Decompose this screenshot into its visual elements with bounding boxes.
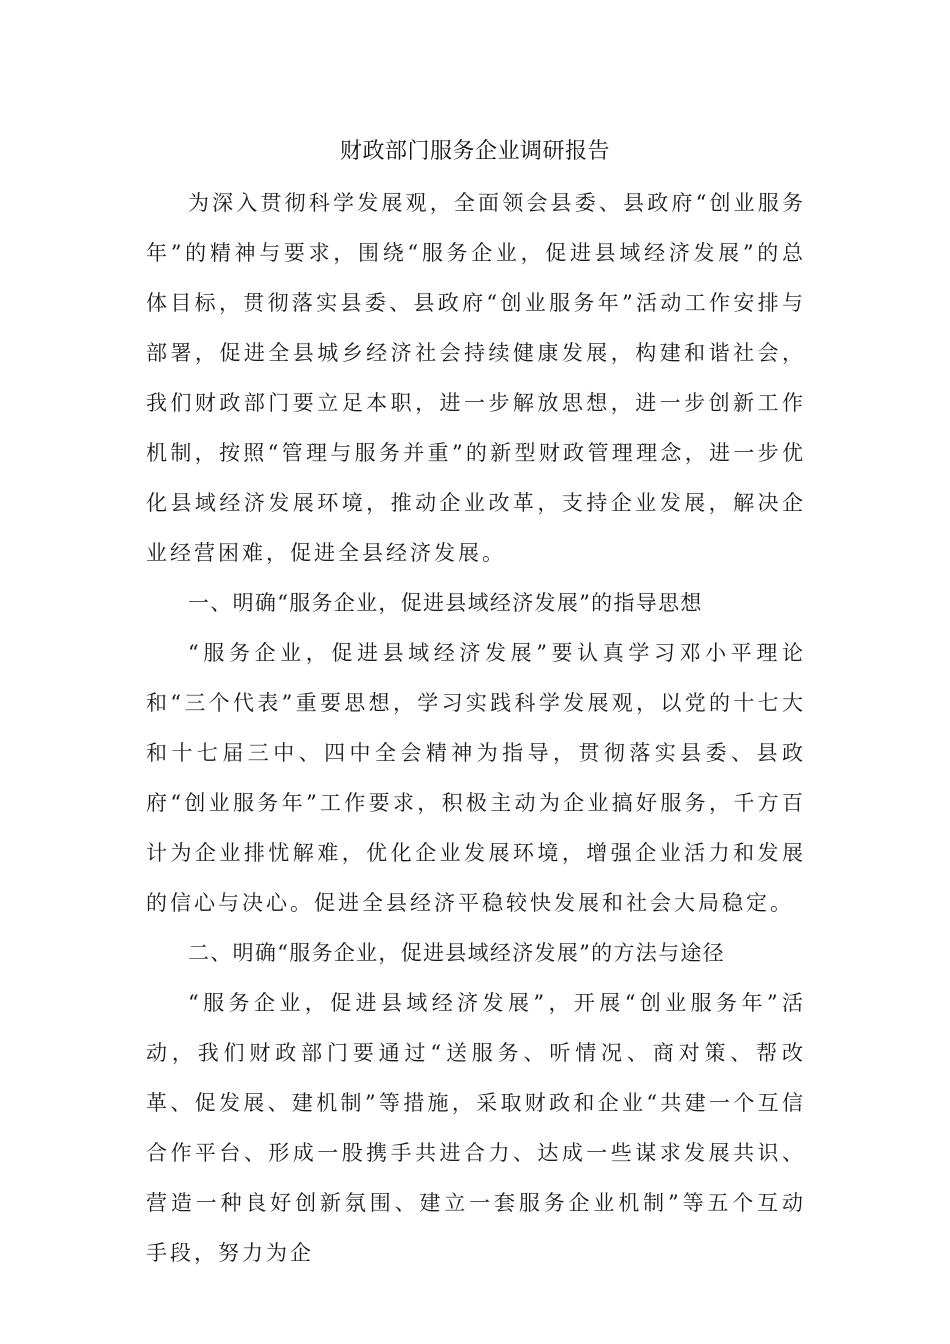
document-title: 财政部门服务企业调研报告 [339, 139, 610, 164]
paragraph-methods: “服务企业，促进县域经济发展”，开展“创业服务年”活动，我们财政部门要通过“送服务、听情况、商对策、帮改革、促发展、建机制”等措施，采取财政和企业“共建一个互信合作平台、形成一股携手共进合力、达成一些谋求发展共识、营造一种良好创新氛围、建立一套服务企业机制”等五个互动手段，努力为企 [146, 991, 806, 1265]
paragraph-intro: 为深入贯彻科学发展观，全面领会县委、县政府“创业服务年”的精神与要求，围绕“服务企业，促进县域经济发展”的总体目标，贯彻落实县委、县政府“创业服务年”活动工作安排与部署，促进全县城乡经济社会持续健康发展，构建和谐社会，我们财政部门要立足本职，进一步解放思想，进一步创新工作机制，按照“管理与服务并重”的新型财政管理理念，进一步优化县域经济发展环境，推动企业改革，支持企业发展，解决企业经营困难，促进全县经济发展。 [146, 191, 806, 565]
document-body [146, 178, 806, 1278]
section-heading-1: 一、明确“服务企业，促进县域经济发展”的指导思想 [188, 591, 703, 615]
section-heading-2: 二、明确“服务企业，促进县域经济发展”的方法与途径 [188, 941, 725, 965]
paragraph-guiding-thought: “服务企业，促进县域经济发展”要认真学习邓小平理论和“三个代表”重要思想，学习实践科学发展观，以党的十七大和十七届三中、四中全会精神为指导，贯彻落实县委、县政府“创业服务年”工作要求，积极主动为企业搞好服务，千方百计为企业排忧解难，优化企业发展环境，增强企业活力和发展的信心与决心。促进全县经济平稳较快发展和社会大局稳定。 [146, 641, 806, 915]
